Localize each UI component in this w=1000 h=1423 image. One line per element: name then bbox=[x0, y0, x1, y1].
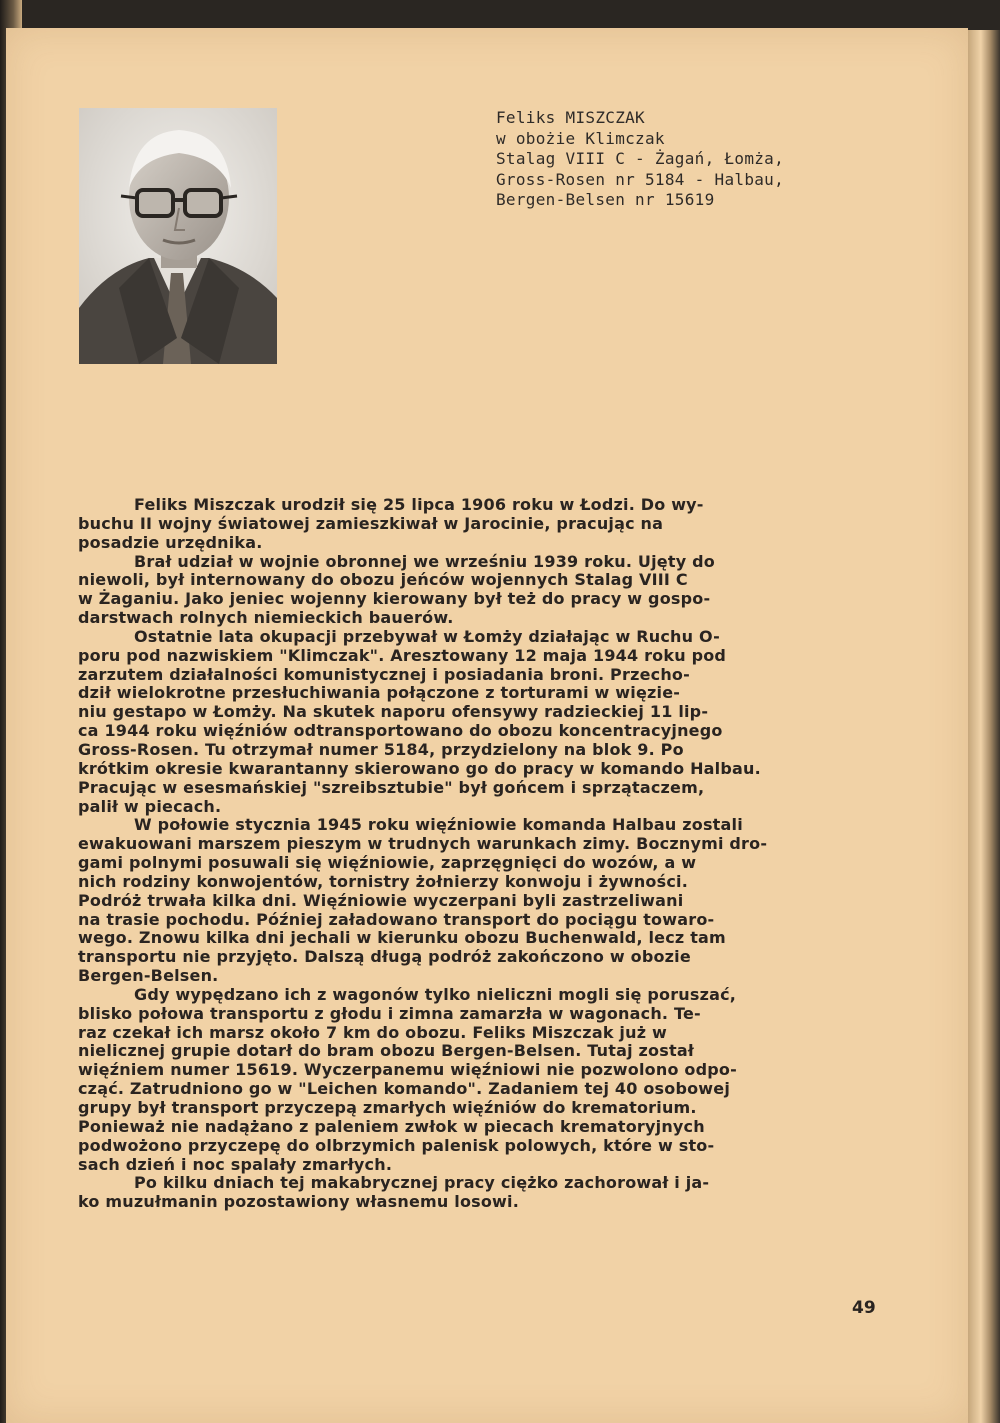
header-name: Feliks MISZCZAK bbox=[496, 108, 645, 127]
header-gross-rosen: Gross-Rosen nr 5184 - Halbau, bbox=[496, 169, 785, 189]
biography-header bbox=[496, 108, 896, 211]
text-line: nielicznej grupie dotarł do bram obozu Bergen-Belsen. Tutaj został bbox=[78, 1041, 694, 1061]
text-line: Ponieważ nie nadążano z paleniem zwłok w piecach krematoryjnych bbox=[78, 1116, 705, 1136]
text-line: Podróż trwała kilka dni. Więźniowie wyczerpani byli zastrzeliwani bbox=[78, 890, 684, 910]
text-line: niewoli, był internowany do obozu jeńców wojennych Stalag VIII C bbox=[78, 570, 688, 590]
text-line: niu gestapo w Łomży. Na skutek naporu ofensywy radzieckiej 11 lip- bbox=[78, 702, 709, 722]
text-line: Gross-Rosen. Tu otrzymał numer 5184, przydzielony na blok 9. Po bbox=[78, 739, 684, 759]
header-bergen-belsen: Bergen-Belsen nr 15619 bbox=[496, 190, 715, 209]
text-line: poru pod nazwiskiem "Klimczak". Aresztowany 12 maja 1944 roku pod bbox=[78, 645, 727, 665]
text-line: Gdy wypędzano ich z wagonów tylko nieliczni mogli się poruszać, bbox=[134, 984, 737, 1004]
text-line: więźniem numer 15619. Wyczerpanemu więźniowi nie pozwolono odpo- bbox=[78, 1060, 737, 1080]
text-line: Pracując w esesmańskiej "szreibsztubie" był gońcem i sprzątaczem, bbox=[78, 777, 705, 797]
text-line: Bergen-Belsen. bbox=[78, 966, 219, 986]
text-line: podwożono przyczepę do olbrzymich palenisk polowych, które w sto- bbox=[78, 1135, 715, 1155]
text-line: nich rodziny konwojentów, tornistry żołnierzy konwoju i żywności. bbox=[78, 871, 688, 891]
text-line: Po kilku dniach tej makabrycznej pracy ciężko zachorował i ja- bbox=[134, 1173, 710, 1193]
text-line: zarzutem działalności komunistycznej i posiadania broni. Przecho- bbox=[78, 664, 690, 684]
text-line: transportu nie przyjęto. Dalszą długą podróż zakończono w obozie bbox=[78, 947, 691, 967]
text-line: wego. Znowu kilka dni jechali w kierunku obozu Buchenwald, lecz tam bbox=[78, 928, 726, 948]
document-page bbox=[6, 28, 968, 1423]
header-camp-alias: w obożie Klimczak bbox=[496, 128, 665, 148]
text-line: ca 1944 roku więźniów odtransportowano do obozu koncentracyjnego bbox=[78, 721, 723, 741]
text-line: posadzie urzędnika. bbox=[78, 532, 263, 552]
text-line: buchu II wojny światowej zamieszkiwał w Jarocinie, pracując na bbox=[78, 513, 664, 533]
text-line: palił w piecach. bbox=[78, 796, 222, 816]
text-line: darstwach rolnych niemieckich bauerów. bbox=[78, 608, 454, 628]
text-line: blisko połowa transportu z głodu i zimna zamarzła w wagonach. Te- bbox=[78, 1003, 701, 1023]
text-line: gami polnymi posuwali się więźniowie, zaprzęgnięci do wozów, a w bbox=[78, 853, 697, 873]
portrait-photo bbox=[79, 108, 277, 364]
text-line: Ostatnie lata okupacji przebywał w Łomży działając w Ruchu O- bbox=[134, 626, 720, 646]
text-line: ewakuowani marszem pieszym w trudnych warunkach zimy. Bocznymi dro- bbox=[78, 834, 768, 854]
text-line: dził wielokrotne przesłuchiwania połączone z torturami w więzie- bbox=[78, 683, 681, 703]
text-line: krótkim okresie kwarantanny skierowano go do pracy w komando Halbau. bbox=[78, 758, 761, 778]
text-line: cząć. Zatrudniono go w "Leichen komando". Zadaniem tej 40 osobowej bbox=[78, 1079, 731, 1099]
page-number: 49 bbox=[852, 1298, 876, 1318]
text-line: sach dzień i noc spalały zmarłych. bbox=[78, 1154, 393, 1174]
text-line: grupy był transport przyczepą zmarłych więźniów do krematorium. bbox=[78, 1098, 697, 1117]
text-line: raz czekał ich marsz około 7 km do obozu. Feliks Miszczak już w bbox=[78, 1022, 667, 1042]
page-right-edge bbox=[968, 30, 1000, 1423]
biography-text bbox=[78, 496, 913, 1212]
text-line: W połowie stycznia 1945 roku więźniowie komanda Halbau zostali bbox=[134, 815, 743, 835]
text-line: w Żaganiu. Jako jeniec wojenny kierowany był też do pracy w gospo- bbox=[78, 589, 711, 609]
header-stalag: Stalag VIII C - Żagań, Łomża, bbox=[496, 149, 785, 168]
text-line: na trasie pochodu. Później załadowano transport do pociągu towaro- bbox=[78, 909, 715, 929]
text-line: Feliks Miszczak urodził się 25 lipca 1906 roku w Łodzi. Do wy- bbox=[134, 495, 704, 514]
text-line: Brał udział w wojnie obronnej we wrześniu 1939 roku. Ujęty do bbox=[134, 551, 715, 571]
text-line: ko muzułmanin pozostawiony własnemu losowi. bbox=[78, 1192, 519, 1212]
